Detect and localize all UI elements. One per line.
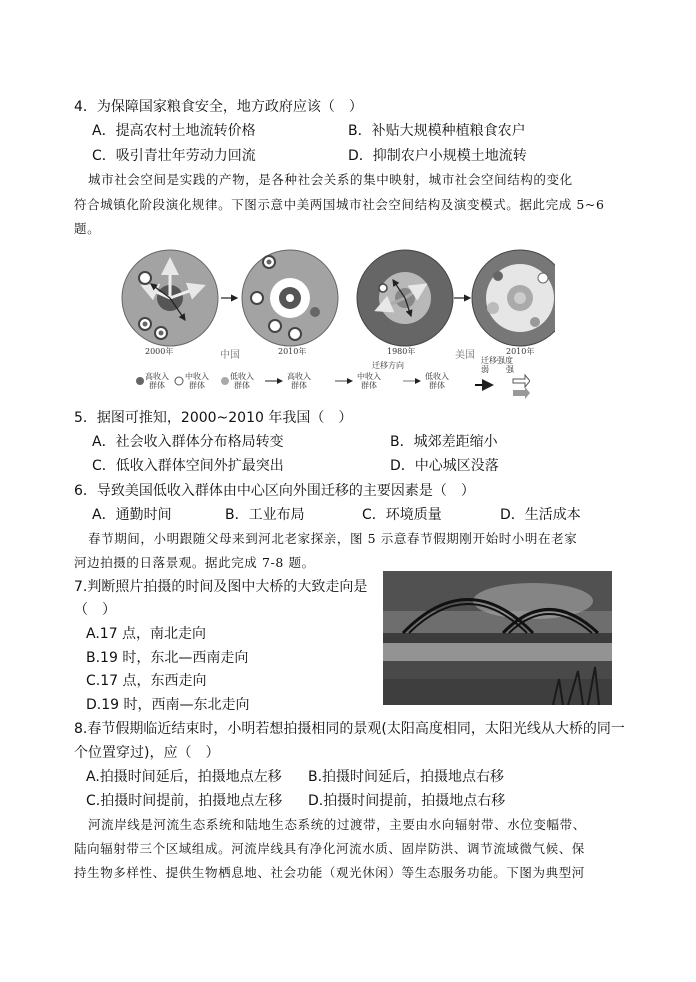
q6-stem: 6．导致美国低收入群体由中心区向外围迁移的主要因素是（ ） — [74, 483, 475, 499]
q7-option-b[interactable]: B.19 时，东北—西南走向 — [86, 650, 249, 666]
q8-option-a[interactable]: A.拍摄时间延后，拍摄地点左移 — [86, 769, 282, 785]
q5-option-b[interactable]: B．城郊差距缩小 — [390, 434, 498, 450]
q4-option-a[interactable]: A．提高农村土地流转价格 — [92, 123, 256, 139]
strong-arrow-symbol-2 — [513, 387, 530, 399]
bridge-illustration — [383, 571, 612, 705]
legend-low-income: 低收入 群体 — [230, 372, 254, 390]
passage3-line1: 河流岸线是河流生态系统和陆地生态系统的过渡带，主要由水向辐射带、水位变幅带、 — [88, 817, 586, 832]
passage3-line3: 持生物多样性、提供生物栖息地、社会功能（观光休闲）等生态服务功能。下图为典型河 — [74, 865, 585, 880]
bridge-sunset-photo — [383, 571, 612, 705]
q5-stem: 5．据图可推知，2000~2010 年我国（ ） — [74, 410, 353, 426]
high-income-symbol — [136, 377, 144, 385]
q6-option-b[interactable]: B．工业布局 — [225, 507, 305, 523]
q8-stem-line1: 8.春节假期临近结束时，小明若想拍摄相同的景观(太阳高度相同，太阳光线从大桥的同一 — [74, 721, 625, 737]
legend-mid-income: 中收入 群体 — [185, 372, 209, 390]
china-2010-circle — [242, 250, 338, 346]
q6-option-a[interactable]: A．通勤时间 — [92, 507, 172, 523]
legend-high-arrow: 高收入 群体 — [287, 372, 311, 390]
q4-option-b[interactable]: B．补贴大规模种植粮食农户 — [348, 123, 526, 139]
urban-structure-diagram — [115, 240, 555, 360]
q8-option-d[interactable]: D.拍摄时间提前，拍摄地点右移 — [308, 793, 506, 809]
legend-direction-label: 迁移方向 — [372, 361, 404, 370]
q5-option-c[interactable]: C．低收入群体空间外扩最突出 — [92, 458, 284, 474]
q4-stem: 4．为保障国家粮食安全，地方政府应该（ ） — [74, 99, 363, 115]
q4-option-d[interactable]: D．抑制农户小规模土地流转 — [348, 148, 527, 164]
q5-option-a[interactable]: A．社会收入群体分布格局转变 — [92, 434, 284, 450]
legend-weak: 弱 — [481, 365, 489, 374]
passage1-line1: 城市社会空间是实践的产物，是各种社会关系的集中映射，城市社会空间结构的变化 — [88, 172, 573, 187]
low-income-symbol — [221, 377, 229, 385]
legend-mid-arrow: 中收入 群体 — [357, 372, 381, 390]
q8-option-c[interactable]: C.拍摄时间提前，拍摄地点左移 — [86, 793, 283, 809]
passage2-line1: 春节期间，小明跟随父母来到河北老家探亲，图 5 示意春节假期刚开始时小明在老家 — [88, 531, 578, 546]
passage1-line3: 题。 — [74, 221, 101, 236]
q4-option-c[interactable]: C．吸引青壮年劳动力回流 — [92, 148, 256, 164]
china-2010-label: 2010年 — [278, 347, 307, 356]
legend-high-income: 高收入 群体 — [145, 372, 169, 390]
china-2000-label: 2000年 — [145, 347, 174, 356]
q7-option-a[interactable]: A.17 点，南北走向 — [86, 626, 207, 642]
china-label: 中国 — [220, 350, 240, 361]
china-2000-circle — [122, 250, 218, 346]
usa-2010-circle — [472, 250, 555, 346]
q7-stem-line2: （ ） — [74, 602, 116, 618]
usa-1980-circle — [357, 250, 453, 346]
passage1-line2: 符合城镇化阶段演化规律。下图示意中美两国城市社会空间结构及演变模式。据此完成 5~6 — [74, 197, 605, 212]
q5-option-d[interactable]: D．中心城区没落 — [390, 458, 499, 474]
usa-1980-label: 1980年 — [387, 347, 416, 356]
q8-option-b[interactable]: B.拍摄时间延后，拍摄地点右移 — [308, 769, 505, 785]
q6-option-d[interactable]: D．生活成本 — [500, 507, 581, 523]
q7-option-d[interactable]: D.19 时，西南—东北走向 — [86, 697, 250, 713]
usa-2010-label: 2010年 — [506, 347, 535, 356]
passage2-line2: 河边拍摄的日落景观。据此完成 7-8 题。 — [74, 555, 315, 570]
legend-strong: 强 — [506, 365, 514, 374]
legend-low-arrow: 低收入 群体 — [425, 372, 449, 390]
passage3-line2: 陆向辐射带三个区域组成。河流岸线具有净化河流水质、固岸防洪、调节流域微气候、保 — [74, 841, 585, 856]
q8-stem-line2: 个位置穿过)，应（ ） — [74, 745, 220, 761]
mid-income-symbol — [175, 377, 183, 385]
q6-option-c[interactable]: C．环境质量 — [362, 507, 442, 523]
legend-strength-label: 迁移强度 — [481, 356, 513, 365]
q7-option-c[interactable]: C.17 点，东西走向 — [86, 673, 207, 689]
usa-label: 美国 — [455, 350, 475, 361]
strong-arrow-symbol — [513, 375, 530, 387]
q7-stem-line1: 7.判断照片拍摄的时间及图中大桥的大致走向是 — [74, 579, 368, 595]
